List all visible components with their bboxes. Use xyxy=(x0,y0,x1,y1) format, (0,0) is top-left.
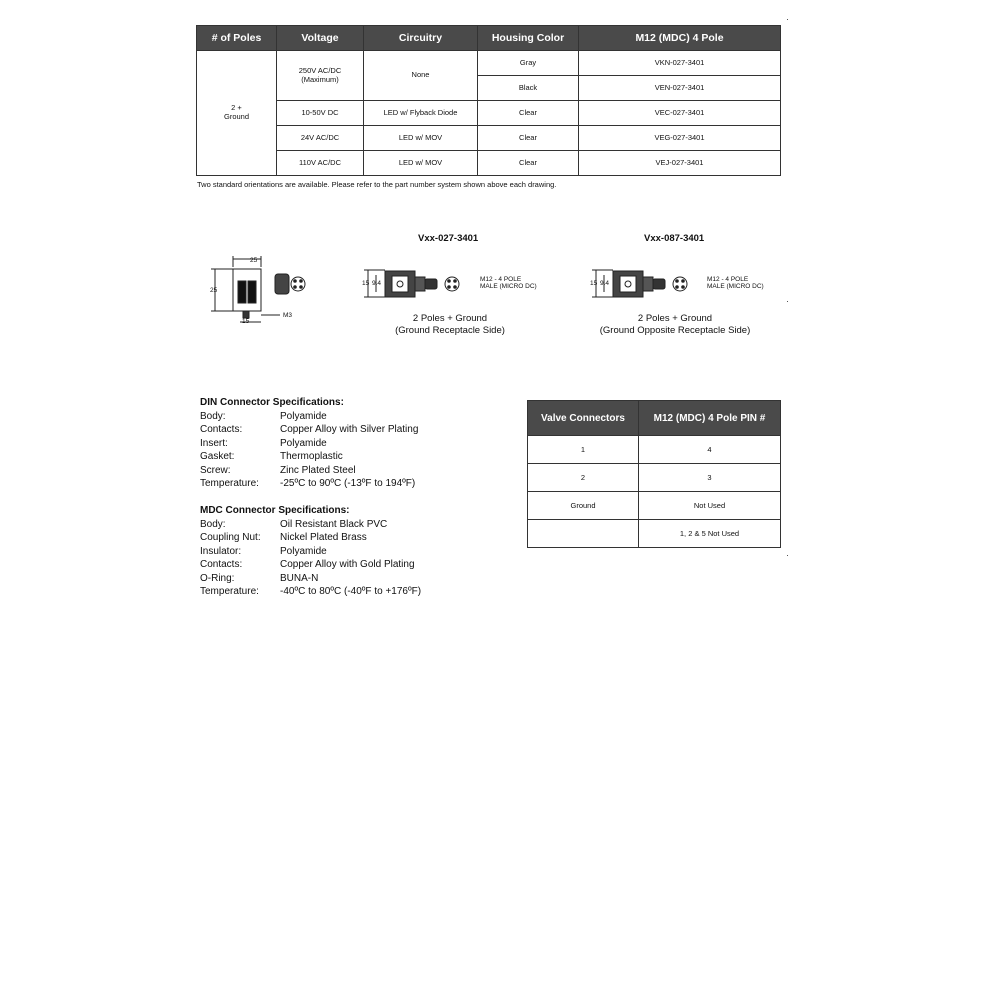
voltage-cell: 250V AC/DC (Maximum) xyxy=(277,51,364,101)
spec-value: -40ºC to 80ºC (-40ºF to +176ºF) xyxy=(280,585,422,597)
crop-mark xyxy=(787,19,788,20)
spec-key: Insulator: xyxy=(200,545,242,557)
table-row xyxy=(528,436,781,464)
spec-row xyxy=(200,464,418,477)
caption-line-2: (Ground Opposite Receptacle Side) xyxy=(599,325,751,337)
spec-row xyxy=(200,437,418,450)
part-number-cell: VEJ-027-3401 xyxy=(579,151,781,176)
spec-key: Contacts: xyxy=(200,559,243,571)
spec-key: Coupling Nut: xyxy=(200,532,261,544)
spec-key: Body: xyxy=(200,519,226,530)
pin-mapping-table xyxy=(527,400,781,548)
table-cell: Not Used xyxy=(639,492,781,520)
table-row xyxy=(197,51,781,76)
color-cell: Black xyxy=(478,76,579,101)
table-cell: 4 xyxy=(639,436,781,464)
spec-value: Copper Alloy with Gold Plating xyxy=(280,559,415,571)
spec-value: Polyamide xyxy=(280,437,327,449)
circuitry-cell: LED w/ MOV xyxy=(364,126,478,151)
spec-row xyxy=(200,545,421,558)
part-number-cell: VEN-027-3401 xyxy=(579,76,781,101)
spec-key: O-Ring: xyxy=(200,572,235,584)
spec-row xyxy=(200,572,421,585)
connector-label: M12 - 4 POLE MALE (MICRO DC) xyxy=(480,276,537,291)
part-number-cell: VKN-027-3401 xyxy=(579,51,781,76)
dim-b: 9.4 xyxy=(372,280,382,287)
spec-value: Polyamide xyxy=(280,545,327,557)
spec-key: Temperature: xyxy=(200,477,259,489)
spec-row xyxy=(200,518,421,531)
table-row xyxy=(197,151,781,176)
table-row xyxy=(528,464,781,492)
table-cell xyxy=(528,520,639,548)
table-cell: 1 xyxy=(528,436,639,464)
table-cell: 3 xyxy=(639,464,781,492)
dim-a: 15 xyxy=(590,280,598,287)
dim-bottom: 15 xyxy=(242,318,250,325)
table-cell: Ground xyxy=(528,492,639,520)
spec-value: -25ºC to 90ºC (-13ºF to 194ºF) xyxy=(280,477,416,489)
drawing-title-087: Vxx-087-3401 xyxy=(644,233,705,244)
header-valve-connectors: Valve Connectors xyxy=(528,401,639,436)
poles-cell: 2 + Ground xyxy=(197,51,277,176)
dim-a: 15 xyxy=(362,280,370,287)
caption-line-2: (Ground Receptacle Side) xyxy=(395,325,505,337)
spec-value: Zinc Plated Steel xyxy=(280,464,356,476)
din-specifications xyxy=(200,397,418,490)
orientation-note: Two standard orientations are available. Please refer to the part number system shown above each drawing. xyxy=(197,180,557,189)
header-poles: # of Poles xyxy=(197,26,277,51)
spec-key: Insert: xyxy=(200,437,228,449)
caption-line-1: 2 Poles + Ground xyxy=(412,313,488,324)
spec-value: BUNA-N xyxy=(280,572,319,584)
header-circuitry: Circuitry xyxy=(364,26,478,51)
mdc-spec-title: MDC Connector Specifications: xyxy=(200,505,350,516)
table-row xyxy=(197,126,781,151)
spec-row xyxy=(200,477,418,490)
caption-line-1: 2 Poles + Ground xyxy=(637,313,713,324)
dim-b: 9.4 xyxy=(600,280,610,287)
side-view-drawing xyxy=(205,255,325,335)
header-housing-color: Housing Color xyxy=(478,26,579,51)
table-cell: 1, 2 & 5 Not Used xyxy=(639,520,781,548)
spec-value: Oil Resistant Black PVC xyxy=(280,519,388,530)
header-voltage: Voltage xyxy=(277,26,364,51)
crop-mark xyxy=(787,555,788,556)
circuitry-cell: LED w/ Flyback Diode xyxy=(364,101,478,126)
color-cell: Clear xyxy=(478,101,579,126)
spec-row xyxy=(200,531,421,544)
color-cell: Clear xyxy=(478,151,579,176)
spec-key: Body: xyxy=(200,411,226,422)
part-number-cell: VEC-027-3401 xyxy=(579,101,781,126)
table-row xyxy=(197,101,781,126)
part-number-table xyxy=(196,25,781,176)
dim-left: 25 xyxy=(210,287,218,294)
color-cell: Gray xyxy=(478,51,579,76)
circuitry-cell: LED w/ MOV xyxy=(364,151,478,176)
spec-row xyxy=(200,558,421,571)
spec-row xyxy=(200,450,418,463)
crop-mark xyxy=(787,301,788,302)
header-pin: M12 (MDC) 4 Pole PIN # xyxy=(639,401,781,436)
color-cell: Clear xyxy=(478,126,579,151)
voltage-cell: 110V AC/DC xyxy=(277,151,364,176)
spec-row xyxy=(200,585,421,598)
voltage-cell: 24V AC/DC xyxy=(277,126,364,151)
part-number-cell: VEG-027-3401 xyxy=(579,126,781,151)
voltage-cell: 10-50V DC xyxy=(277,101,364,126)
caption-087 xyxy=(595,313,755,338)
spec-key: Temperature: xyxy=(200,585,259,597)
spec-key: Contacts: xyxy=(200,424,243,436)
spec-row xyxy=(200,423,418,436)
screw-label: M3 xyxy=(283,312,293,319)
spec-value: Thermoplastic xyxy=(280,451,343,463)
spec-key: Gasket: xyxy=(200,451,235,463)
table-cell: 2 xyxy=(528,464,639,492)
spec-row xyxy=(200,410,418,423)
caption-027 xyxy=(380,313,520,338)
drawing-title-027: Vxx-027-3401 xyxy=(418,233,479,244)
mdc-specifications xyxy=(200,505,421,598)
circuitry-cell: None xyxy=(364,51,478,101)
table-row xyxy=(528,520,781,548)
dim-top: 25 xyxy=(250,257,258,264)
header-m12: M12 (MDC) 4 Pole xyxy=(579,26,781,51)
spec-key: Screw: xyxy=(200,464,231,476)
spec-value: Copper Alloy with Silver Plating xyxy=(280,424,419,436)
table-row xyxy=(528,492,781,520)
spec-value: Polyamide xyxy=(280,411,327,422)
spec-value: Nickel Plated Brass xyxy=(280,532,367,544)
din-spec-title: DIN Connector Specifications: xyxy=(200,397,344,408)
connector-label: M12 - 4 POLE MALE (MICRO DC) xyxy=(707,276,764,291)
